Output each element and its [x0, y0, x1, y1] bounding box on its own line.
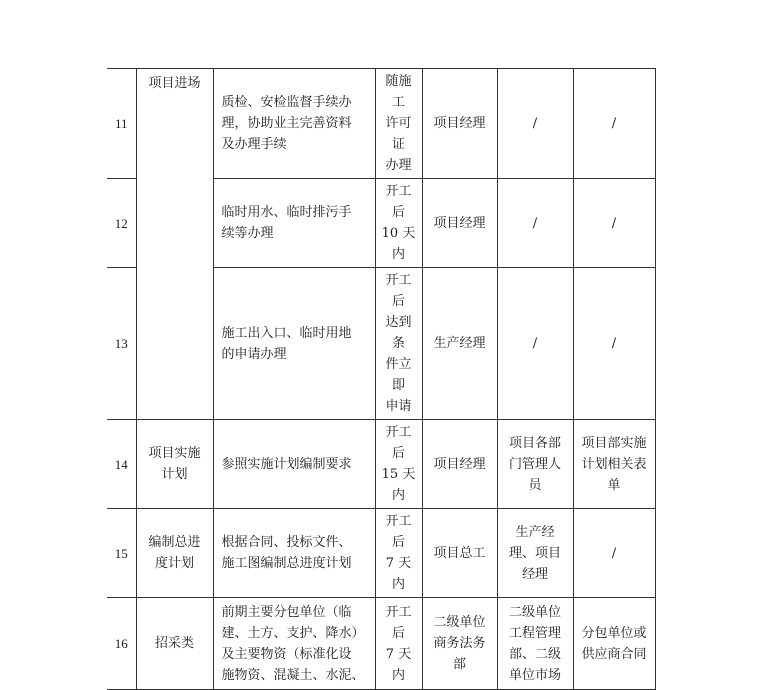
category-cell: 编制总进 度计划	[136, 509, 213, 598]
table-row	[107, 598, 655, 690]
table-row	[107, 420, 655, 509]
output-cell: 分包单位或 供应商合同	[573, 598, 655, 690]
row-number: 12	[107, 179, 136, 268]
cooperate-cell: 二级单位 工程管理 部、二级 单位市场	[497, 598, 573, 690]
time-cell: 开工后 10 天 内	[375, 179, 422, 268]
content-cell: 临时用水、临时排污手 续等办理	[213, 179, 375, 268]
output-cell: /	[573, 179, 655, 268]
responsible-cell: 项目总工	[422, 509, 497, 598]
content-cell: 施工出入口、临时用地 的申请办理	[213, 268, 375, 420]
output-cell: /	[573, 509, 655, 598]
responsible-cell: 项目经理	[422, 420, 497, 509]
cooperate-cell: /	[497, 268, 573, 420]
time-cell: 随施工 许可证 办理	[375, 69, 422, 179]
output-cell: 项目部实施 计划相关表 单	[573, 420, 655, 509]
cooperate-cell: 生产经 理、项目 经理	[497, 509, 573, 598]
table-row	[107, 69, 655, 179]
output-cell: /	[573, 268, 655, 420]
output-cell: /	[573, 69, 655, 179]
table-row	[107, 509, 655, 598]
category-cell: 项目进场	[136, 69, 213, 420]
time-cell: 开工后 15 天 内	[375, 420, 422, 509]
category-cell: 招采类	[136, 598, 213, 690]
content-cell: 参照实施计划编制要求	[213, 420, 375, 509]
cooperate-cell: 项目各部 门管理人 员	[497, 420, 573, 509]
time-cell: 开工后 达到条 件立即 申请	[375, 268, 422, 420]
content-cell: 根据合同、投标文件、 施工图编制总进度计划	[213, 509, 375, 598]
time-cell: 开工后 7 天内	[375, 509, 422, 598]
row-number: 15	[107, 509, 136, 598]
task-table	[107, 68, 656, 690]
responsible-cell: 项目经理	[422, 69, 497, 179]
responsible-cell: 生产经理	[422, 268, 497, 420]
row-number: 14	[107, 420, 136, 509]
content-cell: 质检、安检监督手续办 理，协助业主完善资料 及办理手续	[213, 69, 375, 179]
content-cell: 前期主要分包单位（临 建、土方、支护、降水） 及主要物资（标准化设 施物资、混凝土、水泥、	[213, 598, 375, 690]
row-number: 16	[107, 598, 136, 690]
responsible-cell: 项目经理	[422, 179, 497, 268]
time-cell: 开工后 7 天内	[375, 598, 422, 690]
cooperate-cell: /	[497, 69, 573, 179]
responsible-cell: 二级单位 商务法务 部	[422, 598, 497, 690]
row-number: 13	[107, 268, 136, 420]
row-number: 11	[107, 69, 136, 179]
category-cell: 项目实施 计划	[136, 420, 213, 509]
cooperate-cell: /	[497, 179, 573, 268]
